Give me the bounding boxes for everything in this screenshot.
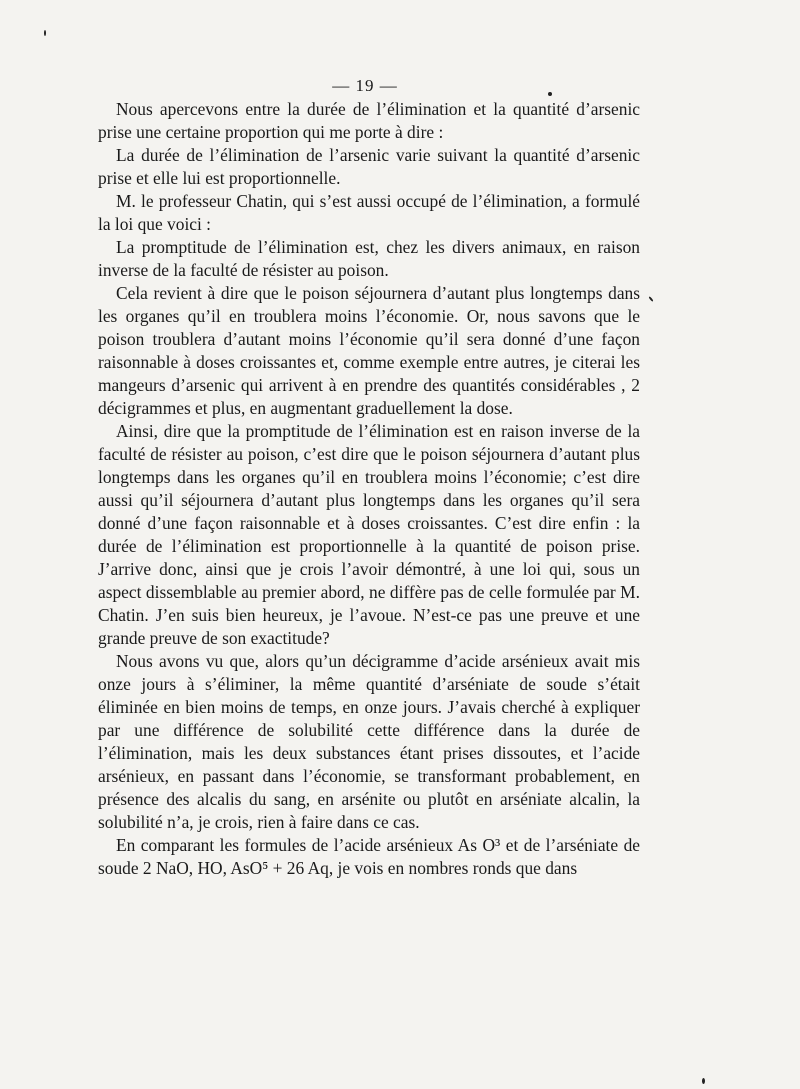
paragraph-6: Ainsi, dire que la promptitude de l’élimination est en raison inverse de la faculté de résister au poison, c’est dire que le poison séjournera d’autant plus longtemps dans les organes qu’il en troublera moins l’économie; c’est dire aussi qu’il séjournera d’autant plus longtemps dans les organes qu’il sera donné d’une façon raisonnable et à doses croissantes. C’est dire enfin : la durée de l’élimination est proportionnelle à la quantité de poison prise. J’arrive donc, ainsi que je crois l’avoir démontré, à une loi qui, sous un aspect dissemblable au premier abord, ne diffère pas de celle formulée par M. Chatin. J’en suis bien heureux, je l’avoue. N’est-ce pas une preuve et une grande preuve de son exactitude? xyxy=(98,421,640,648)
paragraph-5: Cela revient à dire que le poison séjournera d’autant plus longtemps dans les organes qu’il en troublera moins l’économie. Or, nous savons que le poison troublera d’autant moins l’économie qu’il sera donné d’une façon raisonnable à doses croissantes et, comme exemple entre autres, je citerai les mangeurs d’arsenic qui arrivent à en prendre des quantités considérables , 2 décigrammes et plus, en augmentant graduellement la dose. xyxy=(98,283,640,418)
scan-speck xyxy=(44,30,46,36)
paragraph-7: Nous avons vu que, alors qu’un décigramme d’acide arsénieux avait mis onze jours à s’éliminer, la même quantité d’arséniate de soude s’était éliminée en bien moins de temps, en onze jours. J’avais cherché à expliquer par une différence de solubilité cette différence dans la durée de l’élimination, mais les deux substances étant prises dissoutes, et l’acide arsénieux, en passant dans l’économie, se transformant probablement, en présence des alcalis du sang, en arsénite ou plutôt en arséniate alcalin, la solubilité n’a, je crois, rien à faire dans ce cas. xyxy=(98,651,640,832)
page-number: — 19 — xyxy=(332,76,398,95)
body-text xyxy=(98,98,640,880)
paragraph-1: Nous apercevons entre la durée de l’élimination et la quantité d’arsenic prise une certaine proportion qui me porte à dire : xyxy=(98,99,640,142)
paragraph-2: La durée de l’élimination de l’arsenic varie suivant la quantité d’arsenic prise et elle lui est proportionnelle. xyxy=(98,145,640,188)
paragraph-4: La promptitude de l’élimination est, chez les divers animaux, en raison inverse de la faculté de résister au poison. xyxy=(98,237,640,280)
scan-speck xyxy=(648,296,653,302)
scan-speck xyxy=(702,1078,705,1084)
paragraph-8: En comparant les formules de l’acide arsénieux As O³ et de l’arséniate de soude 2 NaO, HO, AsO⁵ + 26 Aq, je vois en nombres ronds que dans xyxy=(98,835,640,878)
scan-speck xyxy=(548,92,552,96)
paragraph-3: M. le professeur Chatin, qui s’est aussi occupé de l’élimination, a formulé la loi que voici : xyxy=(98,191,640,234)
